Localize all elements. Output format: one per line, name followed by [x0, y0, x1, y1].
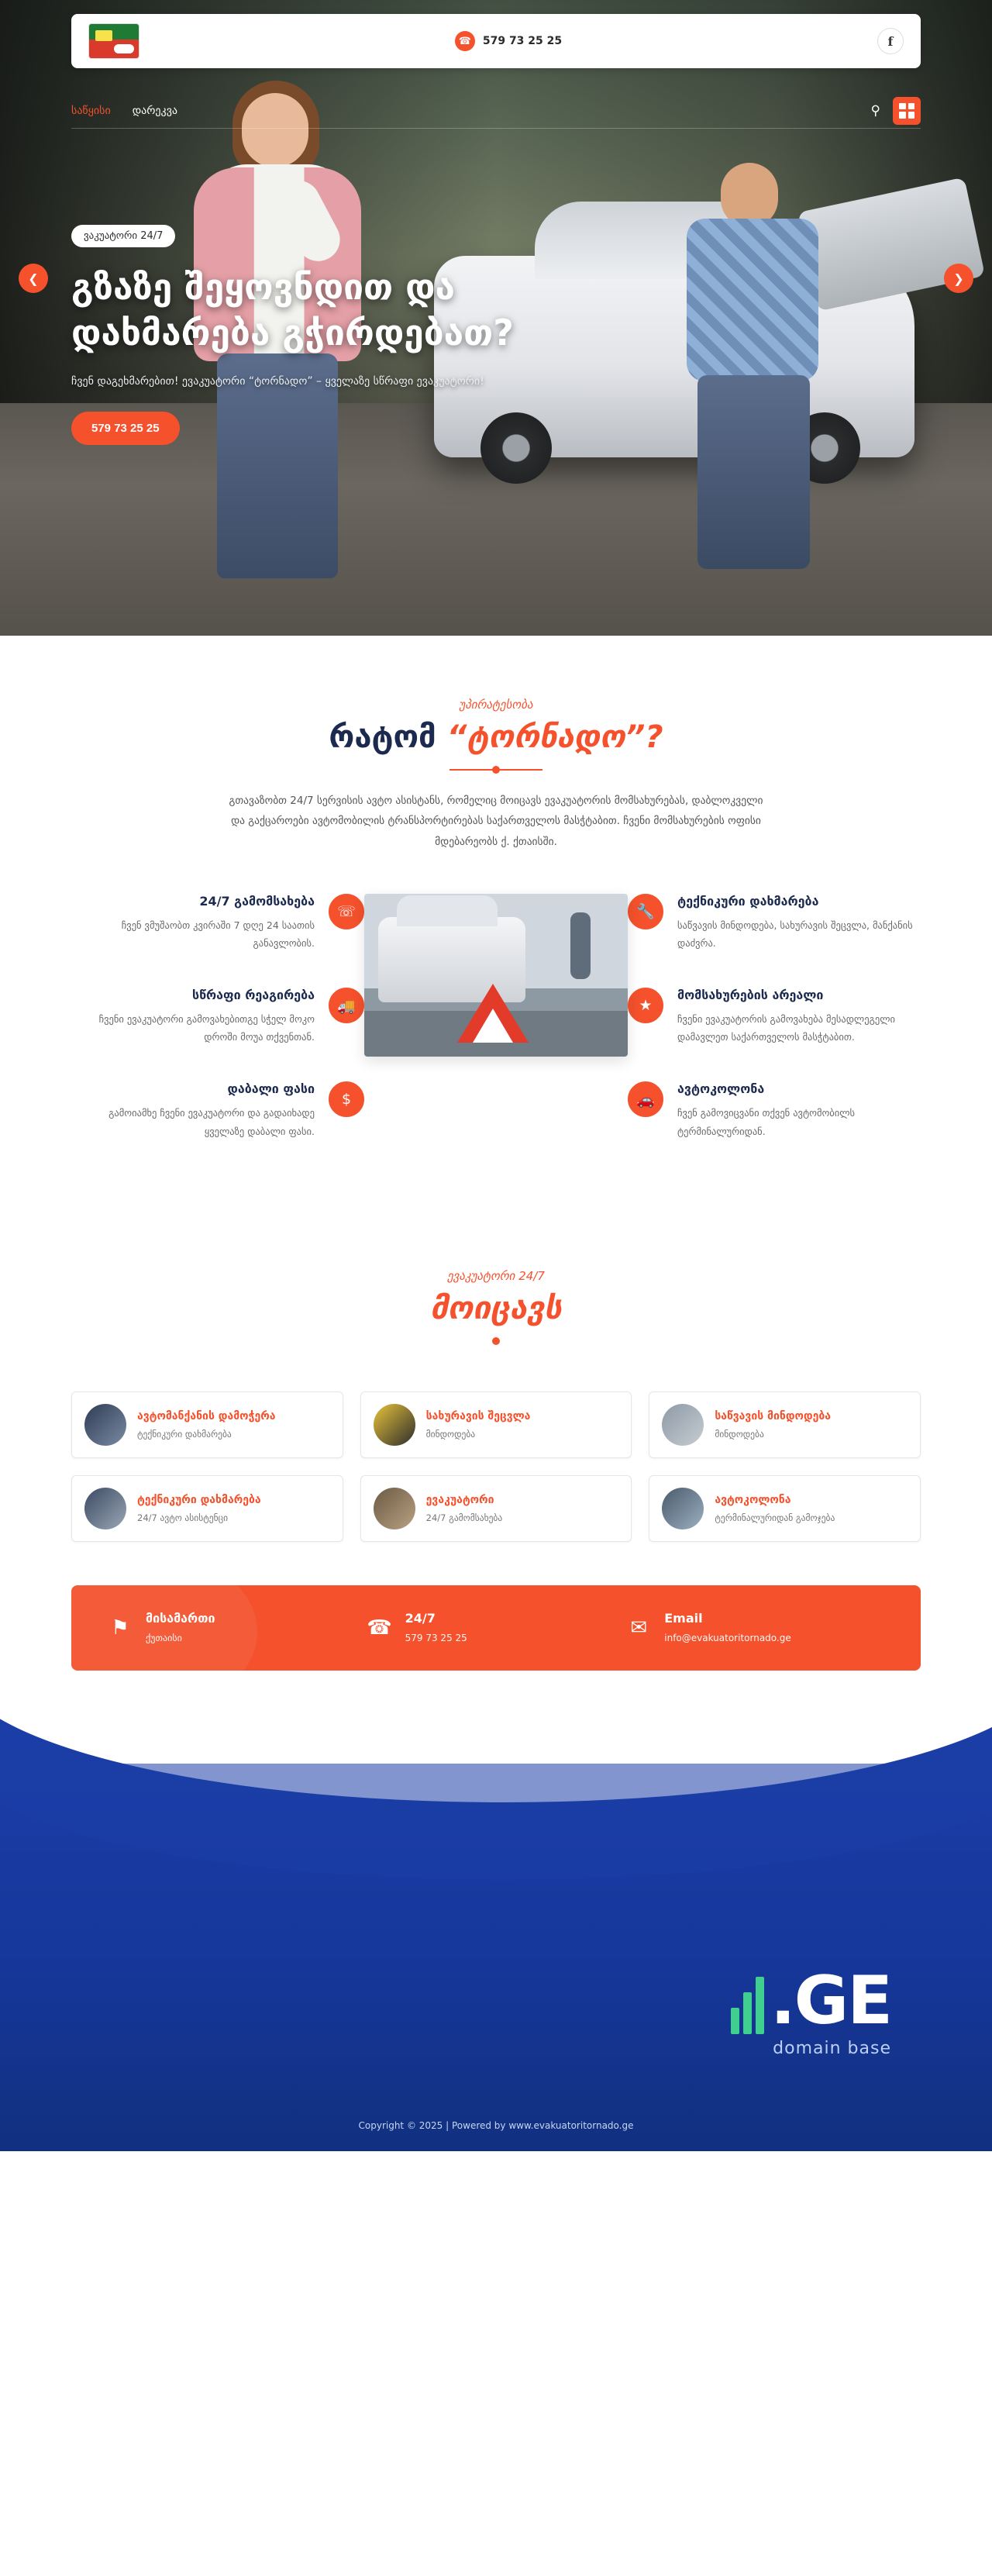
contact-email-sub: info@evakuatoritornado.ge: [664, 1633, 791, 1644]
contact-address-sub: ქუთაისი: [146, 1633, 182, 1644]
contact-bar: [71, 1585, 921, 1671]
why-item-text: [677, 988, 921, 1046]
why-item-title: ავტოკოლონა: [677, 1081, 765, 1097]
nav-right: [871, 97, 921, 125]
why-left-column: [71, 894, 364, 1176]
person-shape: [570, 912, 591, 979]
service-card-text: [715, 1493, 835, 1523]
service-card[interactable]: [649, 1391, 921, 1458]
service-thumb-icon: [374, 1488, 415, 1529]
warning-triangle-inner: [473, 1009, 513, 1043]
service-thumb-icon: [84, 1488, 126, 1529]
hero-call-button[interactable]: 579 73 25 25: [71, 412, 180, 445]
nav-item-branches[interactable]: დარეკვა: [132, 104, 177, 117]
why-item-title: 24/7 გამომსახება: [199, 893, 315, 909]
why-item-desc: საწვავის მინდოდება, სახურავის შეცვლა, მანქანის დაძვრა.: [677, 919, 913, 950]
header-phone-number: 579 73 25 25: [482, 35, 563, 47]
service-thumb-icon: [374, 1404, 415, 1446]
why-item: [71, 894, 364, 952]
grid-cell: [908, 112, 915, 119]
bar: [731, 2008, 739, 2034]
plaid-shirt-shape: [687, 219, 818, 381]
service-card-title: ტექნიკური დახმარება: [137, 1494, 261, 1507]
service-card-text: [426, 1493, 503, 1523]
why-item-text: [71, 1081, 315, 1140]
grid-menu-icon[interactable]: [893, 97, 921, 125]
contact-address: [107, 1611, 367, 1644]
hero-subtitle: ჩვენ დაგეხმარებით! ევაკუატორი “ტორნადო” – ყველაზე სწრაფი ევაკუატორი!: [71, 374, 484, 388]
hero-badge: ვაკუატორი 24/7: [71, 225, 175, 247]
why-item-desc: ჩვენ გამოვიცვანი თქვენ ავტომობილს ტერმინალურიდან.: [677, 1107, 856, 1137]
services-title: [71, 1291, 921, 1326]
map-pin-icon: ⚑: [111, 1616, 129, 1640]
contact-email-text: [664, 1611, 791, 1644]
search-icon[interactable]: ⚲: [870, 102, 880, 119]
service-card-title: სახურავის შეცვლა: [425, 1410, 531, 1423]
service-card-sub: 24/7 გამომსახება: [425, 1512, 503, 1524]
why-item: [71, 988, 364, 1046]
contact-phone-title: 24/7: [405, 1611, 436, 1626]
grid-cell: [899, 112, 906, 119]
why-right-column: [628, 894, 921, 1176]
grid-cell: [899, 103, 906, 110]
man-at-hood: [666, 163, 837, 566]
service-card[interactable]: [71, 1475, 343, 1542]
contact-email[interactable]: [625, 1611, 885, 1644]
envelope-icon: ✉: [630, 1616, 648, 1640]
why-item-title: სწრაფი რეაგირება: [192, 988, 315, 1003]
services-grid: [71, 1391, 921, 1542]
service-card-title: ავტოკოლონა: [715, 1494, 791, 1507]
ge-mark-text: .GE: [770, 1961, 891, 2040]
ge-sub-text: domain base: [773, 2038, 891, 2058]
service-thumb-icon: [662, 1488, 704, 1529]
service-card[interactable]: [649, 1475, 921, 1542]
hero-title: გზაზე შეყოვნდით და დახმარება გჭირდებათ?: [71, 266, 514, 353]
main-nav: [71, 93, 921, 129]
why-center-image: [364, 894, 628, 1057]
service-card-title: საწვავის მინდოდება: [715, 1410, 832, 1423]
site-logo[interactable]: [88, 23, 140, 59]
service-thumb-icon: [662, 1404, 704, 1446]
service-card[interactable]: [360, 1475, 632, 1542]
why-item: [628, 988, 921, 1046]
headset-icon: ☏: [329, 894, 364, 929]
nav-links: [71, 105, 177, 117]
jeans-shape: [698, 375, 810, 569]
why-lead-text: გთავაზობთ 24/7 სერვისის ავტო ასისტანს, რომელიც მოიცავს ევაკუატორის მომსახურებას, დაბლოკველი და გაქცაროები ავტომობილის ტრანსპორტირებას საქართველოს მასჭტაბით. ჩვენი მომსახურების ოფისი მდებარეობს ქ. ქთაისში.: [229, 795, 763, 848]
contact-email-title: Email: [664, 1611, 703, 1626]
why-title: [71, 719, 921, 755]
warning-triangle-photo: [364, 894, 628, 1057]
why-title-plain: რატომ: [329, 719, 447, 755]
why-item-text: [677, 1081, 921, 1140]
why-section: [0, 636, 992, 1176]
why-item-title: ტექნიკური დახმარება: [677, 893, 819, 909]
footer-wave-shape: [0, 1764, 992, 1880]
shield-car-icon: ★: [628, 988, 663, 1023]
why-item-desc: ჩვენი ევაკუატორი გამოვახებითგე სჭელ მოკო დროში მოუა თქვენთან.: [98, 1013, 315, 1043]
ge-domain-logo: [731, 1961, 891, 2058]
service-card-text: [426, 1409, 531, 1440]
title-divider: [450, 769, 542, 771]
service-card-title: ავტომანქანის დამოჭერა: [137, 1410, 276, 1423]
header-phone[interactable]: [455, 31, 562, 51]
why-item: [628, 1081, 921, 1140]
hero-content: [71, 225, 660, 445]
why-item-title: დაბალი ფასი: [227, 1081, 315, 1097]
bar: [756, 1977, 764, 2034]
why-item-text: [71, 894, 315, 952]
fast-delivery-icon: 🚚: [329, 988, 364, 1023]
why-eyebrow: უპირატესობა: [459, 698, 533, 712]
nav-item-home[interactable]: საწყისი: [71, 104, 111, 117]
ge-mark: [731, 1961, 891, 2040]
chevron-right-icon[interactable]: ❯: [944, 264, 973, 293]
services-eyebrow: ევაკუატორი 24/7: [447, 1268, 545, 1283]
car-icon: 🚗: [628, 1081, 663, 1117]
dollar-icon: $: [329, 1081, 364, 1117]
service-card-text: [137, 1409, 276, 1440]
bar: [743, 1992, 752, 2034]
service-card-text: [137, 1493, 261, 1523]
service-card-sub: მინდოდება: [715, 1429, 764, 1440]
why-item-desc: გამოიამხე ჩვენი ევაკუატორი და გადაიხადე ყველაზე დაბალი ფასი.: [108, 1107, 315, 1137]
wrench-icon: 🔧: [628, 894, 663, 929]
why-title-emphasis: “ტორნადო”?: [446, 719, 663, 755]
service-card-sub: ტერმინალურიდან გამოჯება: [715, 1512, 835, 1524]
why-item-text: [71, 988, 315, 1046]
copyright-text: Copyright © 2025 | Powered by www.evakuatoritornado.ge: [358, 2119, 634, 2131]
contact-phone[interactable]: [367, 1611, 626, 1644]
headset-icon: ☎: [367, 1616, 392, 1640]
why-item-title: მომსახურების არეალი: [677, 988, 824, 1003]
service-card[interactable]: [71, 1391, 343, 1458]
phone-icon: ☎: [455, 31, 475, 51]
bars-icon: [731, 1977, 764, 2034]
why-item-desc: ჩვენი ევაკუატორის გამოვახება მესადლეგელი დამავლეთ საქართველოს მასჭტაბით.: [677, 1013, 895, 1043]
facebook-icon[interactable]: f: [877, 28, 904, 54]
service-card-sub: მინდოდება: [425, 1429, 476, 1440]
services-section: [0, 1176, 992, 1542]
hero-section: [0, 0, 992, 636]
contact-address-text: [146, 1611, 215, 1644]
why-item: [628, 894, 921, 952]
service-thumb-icon: [84, 1404, 126, 1446]
top-bar: [71, 14, 921, 68]
chevron-left-icon[interactable]: ❮: [19, 264, 48, 293]
why-item-desc: ჩვენ ვმუშაობთ კვირაში 7 დღე 24 საათის განავლობის.: [121, 919, 315, 950]
service-card-title: ევაკუატორი: [425, 1494, 494, 1507]
why-grid: [71, 894, 921, 1176]
services-title-text: მოიცავს: [430, 1290, 562, 1326]
contact-section: [0, 1542, 992, 1671]
contact-address-title: მისამართი: [146, 1611, 215, 1626]
service-card[interactable]: [360, 1391, 632, 1458]
service-card-sub: ტექნიკური დახმარება: [137, 1429, 232, 1440]
why-item-text: [677, 894, 921, 952]
why-item: [71, 1081, 364, 1140]
grid-cell: [908, 103, 915, 110]
contact-phone-text: [405, 1611, 467, 1644]
footer: [0, 1717, 992, 2151]
contact-phone-sub: 579 73 25 25: [405, 1633, 467, 1644]
service-card-text: [715, 1409, 831, 1440]
service-card-sub: 24/7 ავტო ასისტენცი: [137, 1512, 229, 1524]
